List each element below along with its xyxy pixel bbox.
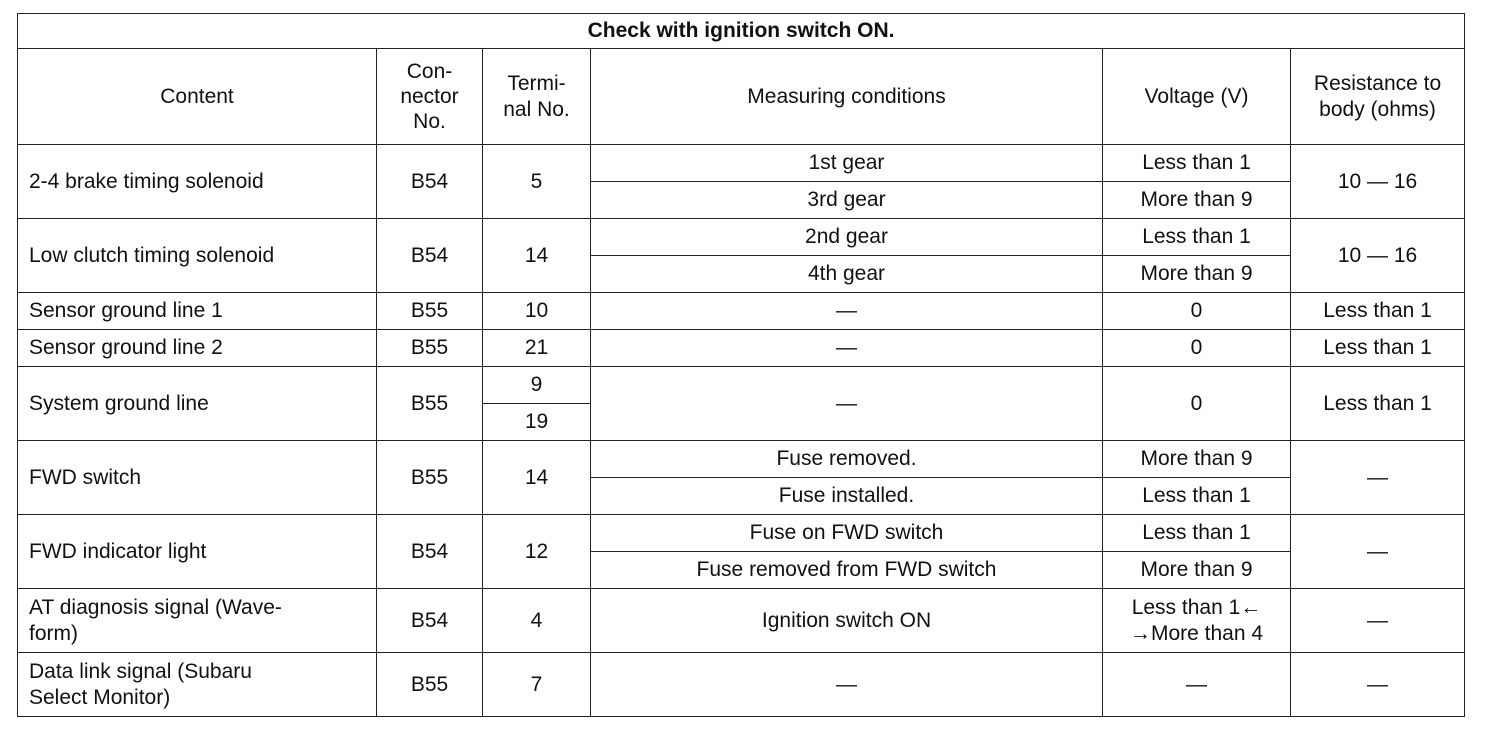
table-row (18, 589, 1465, 653)
condition-cell: 3rd gear (591, 182, 1103, 219)
resistance-cell: Less than 1 (1291, 293, 1465, 330)
voltage-cell: 0 (1103, 330, 1291, 367)
content-cell: Data link signal (Subaru Select Monitor) (18, 653, 377, 717)
condition-cell: 4th gear (591, 256, 1103, 293)
terminal-cell: 9 (483, 367, 591, 404)
terminal-cell: 14 (483, 441, 591, 515)
connector-cell: B54 (377, 219, 483, 293)
connector-cell: B54 (377, 589, 483, 653)
header-connector: Con- nector No. (377, 49, 483, 145)
condition-cell: 1st gear (591, 145, 1103, 182)
condition-cell: Fuse removed. (591, 441, 1103, 478)
terminal-cell: 19 (483, 404, 591, 441)
content-cell: 2-4 brake timing solenoid (18, 145, 377, 219)
condition-cell: 2nd gear (591, 219, 1103, 256)
table-title: Check with ignition switch ON. (18, 14, 1465, 49)
condition-cell: Fuse removed from FWD switch (591, 552, 1103, 589)
voltage-cell: Less than 1 (1103, 478, 1291, 515)
voltage-cell: More than 9 (1103, 182, 1291, 219)
resistance-cell: 10 — 16 (1291, 219, 1465, 293)
voltage-cell: More than 9 (1103, 441, 1291, 478)
header-resistance: Resistance to body (ohms) (1291, 49, 1465, 145)
resistance-cell: — (1291, 515, 1465, 589)
header-voltage: Voltage (V) (1103, 49, 1291, 145)
table-row (18, 145, 1465, 182)
voltage-cell: Less than 1 (1103, 515, 1291, 552)
content-cell: FWD indicator light (18, 515, 377, 589)
condition-cell: — (591, 367, 1103, 441)
terminal-cell: 7 (483, 653, 591, 717)
condition-cell: — (591, 293, 1103, 330)
resistance-cell: 10 — 16 (1291, 145, 1465, 219)
connector-cell: B55 (377, 330, 483, 367)
content-cell: AT diagnosis signal (Wave- form) (18, 589, 377, 653)
connector-cell: B55 (377, 367, 483, 441)
condition-cell: — (591, 330, 1103, 367)
content-cell: FWD switch (18, 441, 377, 515)
table-row (18, 219, 1465, 256)
table-row (18, 441, 1465, 478)
terminal-cell: 12 (483, 515, 591, 589)
voltage-cell: Less than 1 (1103, 219, 1291, 256)
connector-cell: B54 (377, 515, 483, 589)
terminal-cell: 10 (483, 293, 591, 330)
condition-cell: Fuse installed. (591, 478, 1103, 515)
header-terminal: Termi- nal No. (483, 49, 591, 145)
condition-cell: Ignition switch ON (591, 589, 1103, 653)
condition-cell: Fuse on FWD switch (591, 515, 1103, 552)
condition-cell: — (591, 653, 1103, 717)
content-cell: Sensor ground line 2 (18, 330, 377, 367)
voltage-cell: Less than 1 (1103, 145, 1291, 182)
resistance-cell: — (1291, 441, 1465, 515)
resistance-cell: Less than 1 (1291, 367, 1465, 441)
header-row (18, 49, 1465, 145)
terminal-cell: 14 (483, 219, 591, 293)
table-row (18, 293, 1465, 330)
content-cell: Low clutch timing solenoid (18, 219, 377, 293)
voltage-cell: 0 (1103, 367, 1291, 441)
terminal-cell: 21 (483, 330, 591, 367)
table-row (18, 330, 1465, 367)
voltage-cell: Less than 1← →More than 4 (1103, 589, 1291, 653)
voltage-cell: 0 (1103, 293, 1291, 330)
table-row (18, 653, 1465, 717)
table-row (18, 367, 1465, 404)
connector-cell: B54 (377, 145, 483, 219)
content-cell: System ground line (18, 367, 377, 441)
resistance-cell: Less than 1 (1291, 330, 1465, 367)
header-conditions: Measuring conditions (591, 49, 1103, 145)
table-row (18, 515, 1465, 552)
connector-cell: B55 (377, 653, 483, 717)
terminal-cell: 5 (483, 145, 591, 219)
content-cell: Sensor ground line 1 (18, 293, 377, 330)
resistance-cell: — (1291, 589, 1465, 653)
resistance-cell: — (1291, 653, 1465, 717)
connector-cell: B55 (377, 293, 483, 330)
voltage-cell: More than 9 (1103, 256, 1291, 293)
voltage-cell: — (1103, 653, 1291, 717)
header-content: Content (18, 49, 377, 145)
terminal-cell: 4 (483, 589, 591, 653)
voltage-cell: More than 9 (1103, 552, 1291, 589)
connector-cell: B55 (377, 441, 483, 515)
check-table (17, 13, 1465, 717)
